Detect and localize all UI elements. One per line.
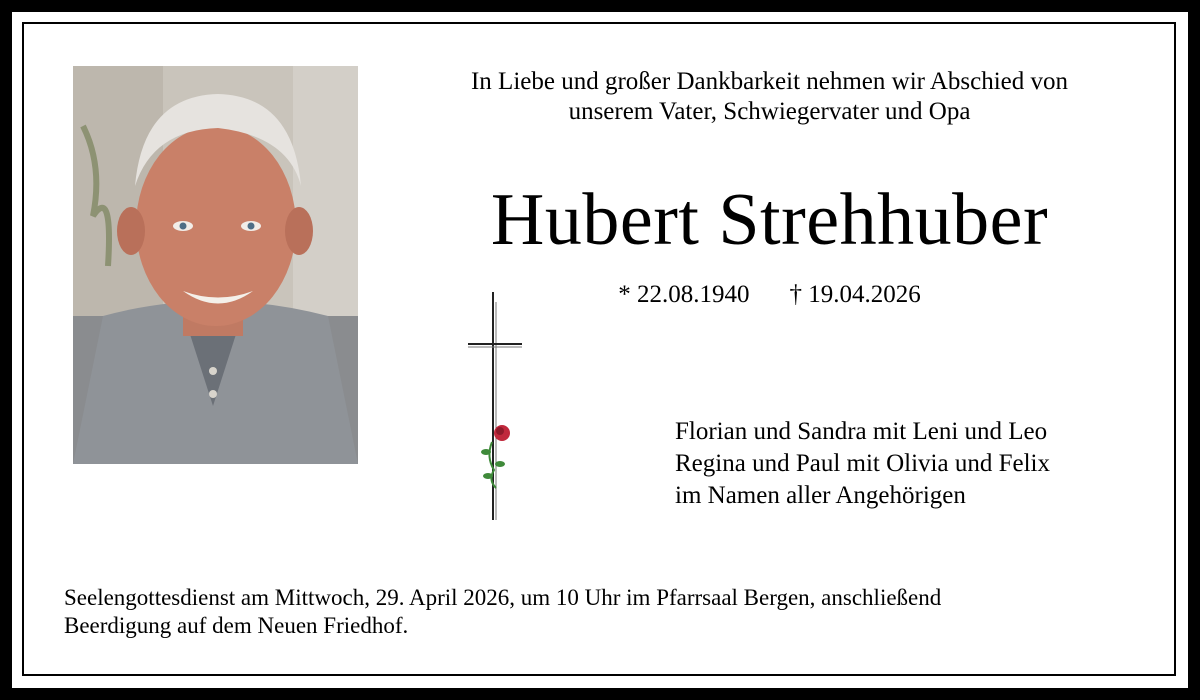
obituary-card (12, 12, 1188, 688)
mourners-list (675, 416, 1155, 512)
portrait-photo (73, 66, 358, 464)
mourner-line: Florian und Sandra mit Leni und Leo (675, 418, 1048, 445)
death-date: † 19.04.2026 (789, 281, 921, 308)
service-info (64, 584, 1164, 640)
intro-line-1: In Liebe und großer Dankbarkeit nehmen wir Abschied von (470, 68, 1069, 95)
mourner-line: im Namen aller Angehörigen (675, 482, 966, 509)
service-line-1: Seelengottesdienst am Mittwoch, 29. April 2026, um 10 Uhr im Pfarrsaal Bergen, anschließend (64, 585, 942, 610)
cross-with-rose-icon (464, 292, 534, 522)
intro-line-2: unserem Vater, Schwiegervater und Opa (568, 98, 971, 125)
mourner-line: Regina und Paul mit Olivia und Felix (675, 450, 1050, 477)
intro-text (372, 67, 1167, 127)
deceased-name: Hubert Strehhuber (490, 179, 1049, 261)
birth-date: * 22.08.1940 (618, 281, 750, 308)
service-line-2: Beerdigung auf dem Neuen Friedhof. (64, 613, 409, 638)
